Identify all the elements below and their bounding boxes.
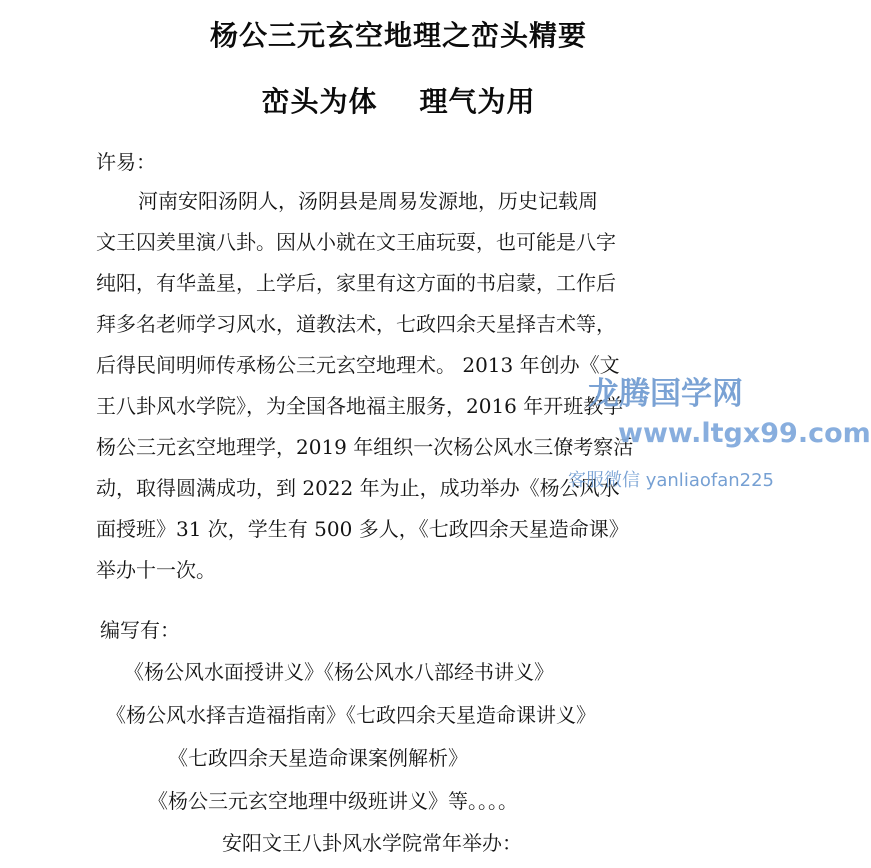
bio-line: 拜多名老师学习风水，道教法术，七政四余天星择吉术等， [96,312,616,336]
book-list-item: 《七政四余天星造命课案例解析》 [168,746,468,770]
watermark-url: www.ltgx99.com [618,418,871,449]
footer-line: 安阳文王八卦风水学院常年举办： [222,831,522,855]
watermark-contact: 客服微信 yanliaofan225 [568,470,774,491]
bio-line: 王八卦风水学院》，为全国各地福主服务，2016 年开班教学 [96,394,624,418]
bio-line: 文王囚羑里演八卦。因从小就在文王庙玩耍，也可能是八字 [96,230,616,254]
bio-line: 动，取得圆满成功，到 2022 年为止，成功举办《杨公风水 [96,476,620,500]
author-label: 许易： [96,150,156,174]
bio-line: 举办十一次。 [96,558,216,582]
watermark-brand: 龙腾国学网 [588,376,743,412]
book-list-item: 《杨公三元玄空地理中级班讲义》等。。。。 [148,789,518,813]
subtitle-right: 理气为用 [419,85,536,118]
bio-line: 河南安阳汤阴人，汤阴县是周易发源地，历史记载周 [138,189,598,213]
works-label: 编写有： [100,618,180,642]
book-list-item: 《杨公风水择吉造福指南》《七政四余天星造命课讲义》 [106,703,596,727]
bio-line: 纯阳，有华盖星，上学后，家里有这方面的书启蒙，工作后 [96,271,616,295]
document-subtitle [0,80,797,120]
bio-line: 杨公三元玄空地理学，2019 年组织一次杨公风水三僚考察活 [96,435,634,459]
book-list-item: 《杨公风水面授讲义》《杨公风水八部经书讲义》 [124,660,554,684]
bio-line: 后得民间明师传承杨公三元玄空地理术。 2013 年创办《文 [96,353,620,377]
subtitle-left: 峦头为体 [261,85,378,118]
bio-line: 面授班》31 次，学生有 500 多人，《七政四余天星造命课》 [96,517,629,541]
document-title: 杨公三元玄空地理之峦头精要 [209,19,587,52]
